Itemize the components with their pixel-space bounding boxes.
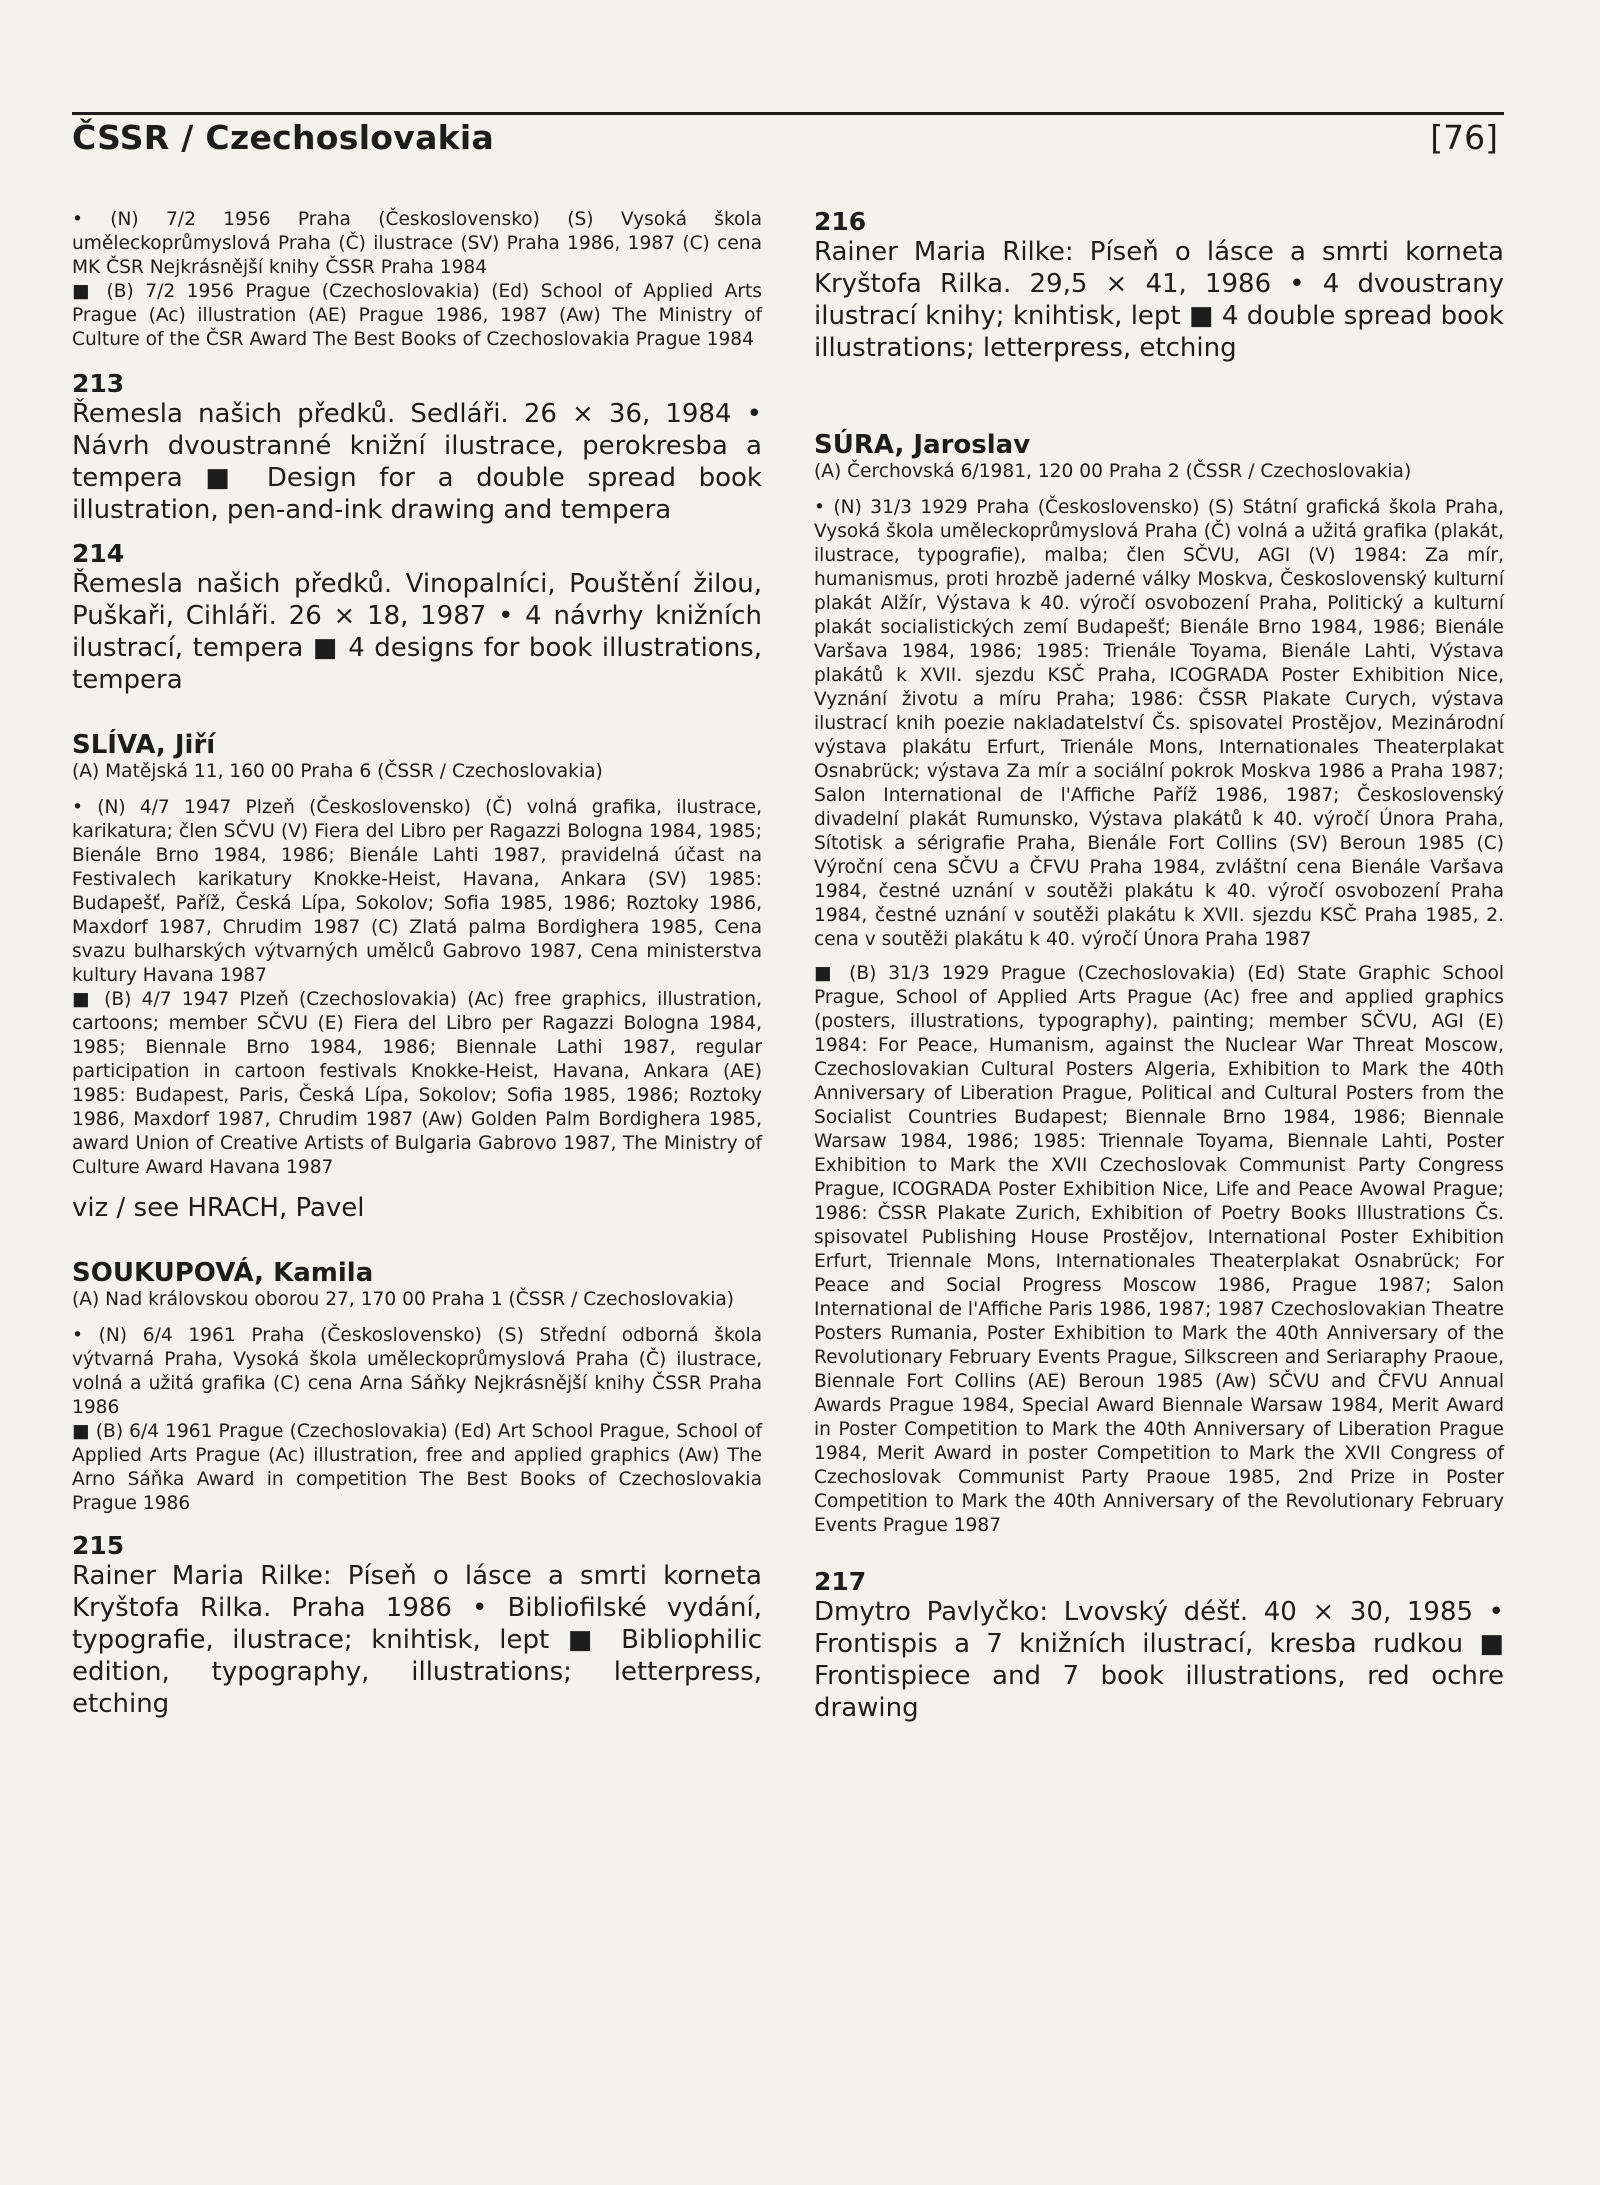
bio-english: ■ (B) 7/2 1956 Prague (Czechoslovakia) (Ed) School of Applied Arts Prague (Ac) illustration (AE) Prague 1986, 1987 (Aw) The Ministry of Culture of the ČSR Award The Best Books of Czechoslovakia Prague 1984: [72, 281, 762, 350]
entry-text-216: Rainer Maria Rilke: Píseň o lásce a smrti korneta Kryštofa Rilka. 29,5 × 41, 1986 • 4 dvoustrany ilustrací knihy; knihtisk, lept ■ 4 double spread book illustrations; letterpress, etching: [814, 237, 1504, 363]
bio-english-sliva: ■ (B) 4/7 1947 Plzeň (Czechoslovakia) (Ac) free graphics, illustration, cartoons; member SČVU (E) Fiera del Libro per Ragazzi Bologna 1984, 1985; Biennale Brno 1984, 1986; Biennale Lathi 1987, regular participation in cartoon festivals Knokke-Heist, Havana, Ankara (AE) 1985: Budapest, Paris, Česká Lípa, Sokolov; Sofia 1985, 1986; Roztoky 1986, Maxdorf 1987, Chrudim 1987 (Aw) Golden Palm Bordighera 1985, award Union of Creative Artists of Bulgaria Gabrovo 1987, The Ministry of Culture Award Havana 1987: [72, 989, 762, 1178]
entry-number-214: 214: [72, 539, 125, 568]
page-header: [72, 118, 1504, 168]
page-number: [76]: [1430, 118, 1498, 157]
artist-address-sliva: (A) Matějská 11, 160 00 Praha 6 (ČSSR / Czechoslovakia): [72, 761, 603, 782]
bio-english-soukupova: ■ (B) 6/4 1961 Prague (Czechoslovakia) (Ed) Art School Prague, School of Applied Arts Prague (Ac) illustration, free and applied graphics (Aw) The Arno Sáňka Award in competition The Best Books of Czechoslovakia Prague 1986: [72, 1421, 762, 1514]
entry-text-214: Řemesla našich předků. Vinopalníci, Pouštění žilou, Puškaři, Cihláři. 26 × 18, 1987 • 4 návrhy knižních ilustrací, tempera ■ 4 designs for book illustrations, tempera: [72, 569, 762, 695]
entry-text-215: Rainer Maria Rilke: Píseň o lásce a smrti korneta Kryštofa Rilka. Praha 1986 • Bibliofilské vydání, typografie, ilustrace; knihtisk, lept ■ Bibliophilic edition, typography, illustrations; letterpress, etching: [72, 1561, 762, 1719]
see-reference: viz / see HRACH, Pavel: [72, 1193, 365, 1223]
right-column: [814, 208, 1504, 1724]
bio-czech: • (N) 7/2 1956 Praha (Československo) (S) Vysoká škola uměleckoprůmyslová Praha (Č) ilustrace (SV) Praha 1986, 1987 (C) cena MK ČSR Nejkrásnější knihy ČSSR Praha 1984: [72, 209, 762, 278]
left-column: [72, 208, 762, 1720]
entry-text-213: Řemesla našich předků. Sedláři. 26 × 36, 1984 • Návrh dvoustranné knižní ilustrace, perokresba a tempera ■ Design for a double spread book illustration, pen-and-ink drawing and tempera: [72, 399, 762, 525]
artist-name-sliva: SLÍVA, Jiří: [72, 730, 216, 760]
bio-english-sura: ■ (B) 31/3 1929 Prague (Czechoslovakia) (Ed) State Graphic School Prague, School of Applied Arts Prague (Ac) free and applied graphics (posters, illustrations, typography), painting; member SČVU, AGI (E) 1984: For Peace, Humanism, against the Nuclear War Threat Moscow, Czechoslovakian Cultural Posters Algeria, Exhibition to Mark the 40th Anniversary of Liberation Prague, Political and Cultural Posters from the Socialist Countries Budapest; Biennale Brno 1984, 1986; Biennale Warsaw 1984, 1986; 1985: Triennale Toyama, Biennale Lahti, Poster Exhibition to Mark the XVII Czechoslovak Communist Party Congress Prague, ICOGRADA Poster Exhibition Nice, Life and Peace Avowal Prague; 1986: ČSSR Plakate Zurich, Exhibition of Poetry Books Illustrations Čs. spisovatel Publishing House Prostějov, International Poster Exhibition Erfurt, Triennale Mons, Internationales Theaterplakat Osnabrück; For Peace and Social Progress Moscow 1986, Prague 1987; Salon International de l'Affiche Paris 1986, 1987; 1987 Czechoslovakian Theatre Posters Rumania, Poster Exhibition to Mark the 40th Anniversary of the Revolutionary February Events Prague, Silkscreen and Seriaraphy Praoue, Biennale Fort Collins (AE) Beroun 1985 (Aw) SČVU and ČFVU Annual Awards Prague 1984, Special Award Biennale Warsaw 1984, Merit Award in Poster Competition to Mark the 40th Anniversary of Liberation Prague 1984, Merit Award in poster Competition to Mark the XVII Congress of Czechoslovak Communist Party Praoue 1985, 2nd Prize in Poster Competition to Mark the 40th Anniversary of the Revolutionary February Events Prague 1987: [814, 963, 1504, 1536]
bio-czech-sliva: • (N) 4/7 1947 Plzeň (Československo) (Č) volná grafika, ilustrace, karikatura; člen SČVU (V) Fiera del Libro per Ragazzi Bologna 1984, 1985; Bienále Brno 1984, 1986; Bienále Lahti 1987, pravidelná účast na Festivalech karikatury Knokke-Heist, Havana, Ankara (SV) 1985: Budapešť, Paříž, Česká Lípa, Sokolov; Sofia 1985, 1986; Roztoky 1986, Maxdorf 1987, Chrudim 1987 (C) Zlatá palma Bordighera 1985, Cena svazu bulharských výtvarných umělců Gabrovo 1987, Cena ministerstva kultury Havana 1987: [72, 797, 762, 986]
bio-czech-soukupova: • (N) 6/4 1961 Praha (Československo) (S) Střední odborná škola výtvarná Praha, Vysoká škola uměleckoprůmyslová Praha (Č) ilustrace, volná a užitá grafika (C) cena Arna Sáňky Nejkrásnější knihy ČSSR Praha 1986: [72, 1325, 762, 1418]
entry-number-213: 213: [72, 369, 125, 398]
artist-name-soukupova: SOUKUPOVÁ, Kamila: [72, 1258, 374, 1288]
entry-number-216: 216: [814, 207, 867, 236]
header-rule: [72, 112, 1504, 115]
entry-number-215: 215: [72, 1531, 125, 1560]
artist-name-sura: SÚRA, Jaroslav: [814, 430, 1031, 460]
artist-address-soukupova: (A) Nad královskou oborou 27, 170 00 Praha 1 (ČSSR / Czechoslovakia): [72, 1289, 735, 1310]
entry-text-217: Dmytro Pavlyčko: Lvovský déšť. 40 × 30, 1985 • Frontispis a 7 knižních ilustrací, kresba rudkou ■ Frontispiece and 7 book illustrations, red ochre drawing: [814, 1597, 1504, 1723]
entry-number-217: 217: [814, 1567, 867, 1596]
page-title: ČSSR / Czechoslovakia: [72, 118, 495, 157]
artist-address-sura: (A) Čerchovská 6/1981, 120 00 Praha 2 (ČSSR / Czechoslovakia): [814, 461, 1412, 482]
bio-czech-sura: • (N) 31/3 1929 Praha (Československo) (S) Státní grafická škola Praha, Vysoká škola uměleckoprůmyslová Praha (Č) volná a užitá grafika (plakát, ilustrace, typografie), malba; člen SČVU, AGI (V) 1984: Za mír, humanismus, proti hrozbě jaderné války Moskva, Československý kulturní plakát Alžír, Výstava k 40. výročí osvobození Praha, Politický a kulturní plakát socialistických zemí Budapešť; Bienále Brno 1984, 1986; Bienále Varšava 1984, 1986; 1985: Trienále Toyama, Bienále Lahti, Výstava plakátů k XVII. sjezdu KSČ Praha, ICOGRADA Poster Exhibition Nice, Vyznání životu a míru Praha; 1986: ČSSR Plakate Curych, výstava ilustrací knih poezie nakladatelství Čs. spisovatel Prostějov, Mezinárodní výstava plakátu Erfurt, Trienále Mons, Internationales Theaterplakat Osnabrück; výstava Za mír a sociální pokrok Moskva 1986 a Praha 1987; Salon International de l'Affiche Paříž 1986, 1987; Československý divadelní plakát Rumunsko, Výstava plakátů k 40. výročí Února Praha, Sítotisk a sérigrafie Praha, Bienále Fort Collins (SV) Beroun 1985 (C) Výroční cena SČVU a ČFVU Praha 1984, zvláštní cena Bienále Varšava 1984, čestné uznání v soutěži plakátu k 40. výročí osvobození Praha 1984, čestné uznání v soutěži plakátu k XVII. sjezdu KSČ Praha 1985, 2. cena v soutěži plakátu k 40. výročí Února Praha 1987: [814, 497, 1504, 950]
